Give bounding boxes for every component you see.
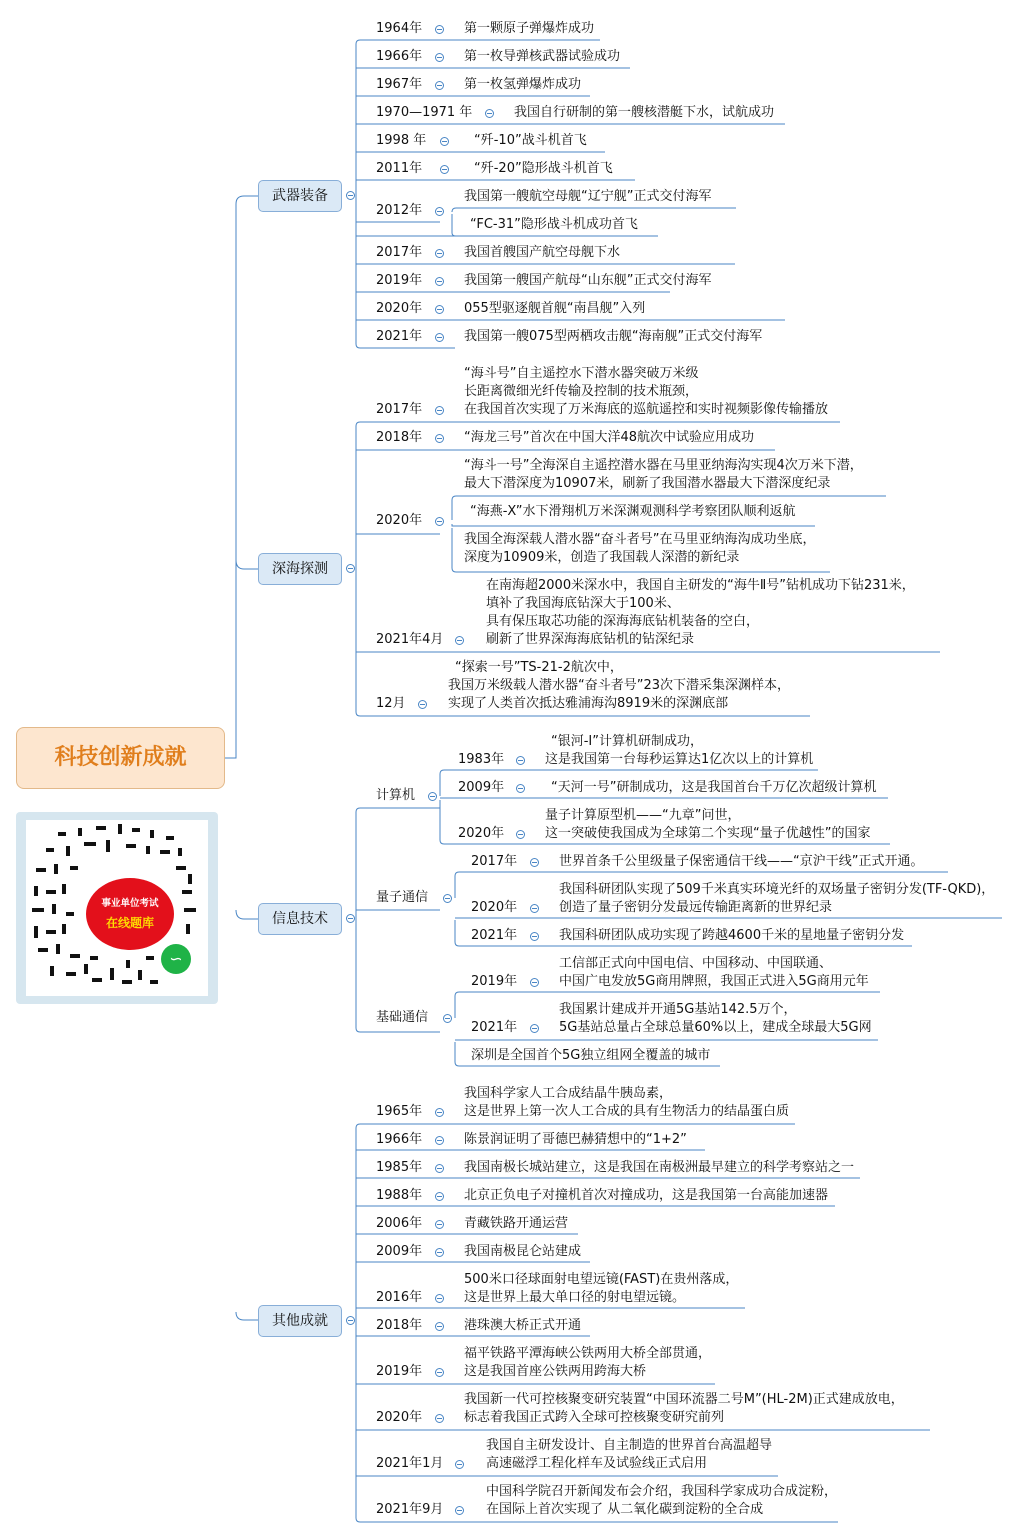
event-text[interactable]: 填补了我国海底钻深大于100米、 bbox=[486, 596, 680, 611]
event-text[interactable]: “探索一号”TS-21-2航次中， bbox=[455, 660, 623, 675]
collapse-icon[interactable] bbox=[435, 1294, 444, 1303]
event-text[interactable]: 055型驱逐舰首舰“南昌舰”入列 bbox=[464, 301, 646, 316]
year-label[interactable]: 2020年 bbox=[458, 826, 505, 841]
collapse-icon[interactable] bbox=[435, 1368, 444, 1377]
event-text[interactable]: 这是我国首座公铁两用跨海大桥 bbox=[464, 1364, 647, 1379]
qr-line2: 在线题库 bbox=[105, 916, 154, 930]
year-label[interactable]: 2018年 bbox=[376, 1318, 423, 1333]
event-text[interactable]: 我国自主研发设计、自主制造的世界首台高温超导 bbox=[486, 1438, 773, 1453]
event-text[interactable]: 陈景润证明了哥德巴赫猜想中的“1+2” bbox=[464, 1132, 687, 1147]
collapse-icon[interactable] bbox=[435, 305, 444, 314]
qr-line1: 事业单位考试 bbox=[101, 898, 159, 909]
collapse-icon[interactable] bbox=[485, 109, 494, 118]
event-text[interactable]: “海斗号”自主遥控水下潜水器突破万米级 bbox=[464, 366, 699, 381]
event-text[interactable]: 在我国首次实现了万米海底的巡航遥控和实时视频影像传输播放 bbox=[464, 402, 829, 417]
event-text[interactable]: “海斗一号”全海深自主遥控潜水器在马里亚纳海沟实现4次万米下潜， bbox=[464, 458, 863, 473]
event-text[interactable]: 我国第一艘航空母舰“辽宁舰”正式交付海军 bbox=[464, 189, 712, 204]
event-text[interactable]: “天河一号”研制成功，这是我国首台千万亿次超级计算机 bbox=[551, 780, 877, 795]
collapse-icon[interactable] bbox=[516, 784, 525, 793]
subcategory-quantum[interactable]: 量子通信 bbox=[376, 890, 429, 905]
collapse-icon[interactable] bbox=[346, 1316, 355, 1325]
year-label[interactable]: 2017年 bbox=[471, 854, 518, 869]
event-text[interactable]: 这是我国第一台每秒运算达1亿次以上的计算机 bbox=[545, 752, 814, 767]
collapse-icon[interactable] bbox=[435, 1322, 444, 1331]
year-label[interactable]: 1967年 bbox=[376, 77, 423, 92]
event-text[interactable]: 世界首条千公里级量子保密通信干线——“京沪干线”正式开通。 bbox=[559, 854, 924, 869]
collapse-icon[interactable] bbox=[440, 137, 449, 146]
year-label[interactable]: 2021年9月 bbox=[376, 1502, 444, 1517]
event-text[interactable]: 第一枚导弹核武器试验成功 bbox=[464, 49, 621, 64]
category-weapons[interactable]: 武器装备 bbox=[258, 180, 342, 212]
event-text[interactable]: 福平铁路平潭海峡公铁两用大桥全部贯通， bbox=[464, 1346, 712, 1361]
year-label[interactable]: 2019年 bbox=[376, 1364, 423, 1379]
year-label[interactable]: 2020年 bbox=[376, 513, 423, 528]
collapse-icon[interactable] bbox=[435, 1192, 444, 1201]
collapse-icon[interactable] bbox=[440, 165, 449, 174]
event-text[interactable]: 第一颗原子弹爆炸成功 bbox=[464, 21, 595, 36]
year-label[interactable]: 1966年 bbox=[376, 49, 423, 64]
year-label[interactable]: 12月 bbox=[376, 696, 406, 711]
qr-code bbox=[16, 812, 218, 1004]
event-text[interactable]: 在南海超2000米深水中，我国自主研发的“海牛Ⅱ号”钻机成功下钻231米， bbox=[486, 578, 915, 593]
year-label[interactable]: 2017年 bbox=[376, 245, 423, 260]
event-text[interactable]: 我国累计建成并开通5G基站142.5万个， bbox=[559, 1002, 797, 1017]
collapse-icon[interactable] bbox=[435, 1220, 444, 1229]
collapse-icon[interactable] bbox=[530, 904, 539, 913]
event-text[interactable]: 我国新一代可控核聚变研究装置“中国环流器二号M”(HL-2M)正式建成放电， bbox=[464, 1392, 904, 1407]
root-node[interactable]: 科技创新成就 bbox=[16, 727, 225, 789]
year-label[interactable]: 1998 年 bbox=[376, 133, 427, 148]
year-label[interactable]: 2012年 bbox=[376, 203, 423, 218]
collapse-icon[interactable] bbox=[443, 1014, 452, 1023]
event-text[interactable]: 我国科学家人工合成结晶牛胰岛素， bbox=[464, 1086, 673, 1101]
collapse-icon[interactable] bbox=[418, 700, 427, 709]
collapse-icon[interactable] bbox=[346, 914, 355, 923]
collapse-icon[interactable] bbox=[455, 636, 464, 645]
collapse-icon[interactable] bbox=[530, 932, 539, 941]
collapse-icon[interactable] bbox=[455, 1506, 464, 1515]
year-label[interactable]: 2019年 bbox=[471, 974, 518, 989]
event-text[interactable]: “FC-31”隐形战斗机成功首飞 bbox=[470, 217, 638, 232]
collapse-icon[interactable] bbox=[435, 207, 444, 216]
collapse-icon[interactable] bbox=[435, 333, 444, 342]
collapse-icon[interactable] bbox=[516, 756, 525, 765]
event-text[interactable]: 长距离微细光纤传输及控制的技术瓶颈， bbox=[464, 384, 699, 399]
collapse-icon[interactable] bbox=[346, 564, 355, 573]
event-text[interactable]: 最大下潜深度为10907米，刷新了我国潜水器最大下潜深度纪录 bbox=[464, 476, 831, 491]
year-label[interactable]: 2019年 bbox=[376, 273, 423, 288]
event-text[interactable]: 北京正负电子对撞机首次对撞成功，这是我国第一台高能加速器 bbox=[464, 1188, 829, 1203]
collapse-icon[interactable] bbox=[435, 277, 444, 286]
year-label[interactable]: 2021年 bbox=[471, 928, 518, 943]
collapse-icon[interactable] bbox=[435, 1136, 444, 1145]
year-label[interactable]: 1983年 bbox=[458, 752, 505, 767]
event-text[interactable]: 青藏铁路开通运营 bbox=[464, 1216, 569, 1231]
event-text[interactable]: 量子计算原型机——“九章”问世， bbox=[545, 808, 741, 823]
year-label[interactable]: 2009年 bbox=[458, 780, 505, 795]
collapse-icon[interactable] bbox=[435, 406, 444, 415]
collapse-icon[interactable] bbox=[435, 1414, 444, 1423]
subcategory-computer[interactable]: 计算机 bbox=[376, 788, 416, 803]
year-label[interactable]: 2017年 bbox=[376, 402, 423, 417]
year-label[interactable]: 2021年1月 bbox=[376, 1456, 444, 1471]
event-text[interactable]: 我国南极昆仑站建成 bbox=[464, 1244, 582, 1259]
year-label[interactable]: 1965年 bbox=[376, 1104, 423, 1119]
year-label[interactable]: 1966年 bbox=[376, 1132, 423, 1147]
year-label[interactable]: 2016年 bbox=[376, 1290, 423, 1305]
year-label[interactable]: 2021年 bbox=[471, 1020, 518, 1035]
event-text[interactable]: 实现了人类首次抵达雅浦海沟8919米的深渊底部 bbox=[448, 696, 729, 711]
year-label[interactable]: 2021年4月 bbox=[376, 632, 444, 647]
collapse-icon[interactable] bbox=[435, 53, 444, 62]
event-text[interactable]: 我国科研团队实现了509千米真实环境光纤的双场量子密钥分发(TF-QKD)， bbox=[559, 882, 995, 897]
event-text[interactable]: “银河-I”计算机研制成功， bbox=[551, 734, 703, 749]
collapse-icon[interactable] bbox=[435, 434, 444, 443]
event-text[interactable]: 我国第一艘075型两栖攻击舰“海南舰”正式交付海军 bbox=[464, 329, 763, 344]
collapse-icon[interactable] bbox=[428, 792, 437, 801]
event-text[interactable]: 我国第一艘国产航母“山东舰”正式交付海军 bbox=[464, 273, 712, 288]
category-it[interactable]: 信息技术 bbox=[258, 903, 342, 935]
event-text[interactable]: 具有保压取芯功能的深海海底钻机装备的空白， bbox=[486, 614, 760, 629]
event-text[interactable]: “歼-20”隐形战斗机首飞 bbox=[474, 161, 613, 176]
collapse-icon[interactable] bbox=[435, 249, 444, 258]
collapse-icon[interactable] bbox=[530, 978, 539, 987]
collapse-icon[interactable] bbox=[455, 1460, 464, 1469]
year-label[interactable]: 2006年 bbox=[376, 1216, 423, 1231]
year-label[interactable]: 2018年 bbox=[376, 430, 423, 445]
year-label[interactable]: 2020年 bbox=[376, 1410, 423, 1425]
collapse-icon[interactable] bbox=[443, 894, 452, 903]
event-text[interactable]: 刷新了世界深海海底钻机的钻深纪录 bbox=[486, 632, 695, 647]
qr-code-pattern bbox=[26, 820, 208, 996]
collapse-icon[interactable] bbox=[346, 191, 355, 200]
event-text[interactable]: 港珠澳大桥正式开通 bbox=[464, 1318, 582, 1333]
miniprogram-logo-icon: ∽ bbox=[161, 944, 191, 974]
collapse-icon[interactable] bbox=[516, 830, 525, 839]
year-label[interactable]: 2009年 bbox=[376, 1244, 423, 1259]
event-text[interactable]: 我国全海深载人潜水器“奋斗者号”在马里亚纳海沟成功坐底， bbox=[464, 532, 816, 547]
collapse-icon[interactable] bbox=[435, 25, 444, 34]
year-label[interactable]: 2020年 bbox=[376, 301, 423, 316]
year-label[interactable]: 1988年 bbox=[376, 1188, 423, 1203]
collapse-icon[interactable] bbox=[435, 81, 444, 90]
event-text[interactable]: 深度为10909米，创造了我国载人深潜的新纪录 bbox=[464, 550, 740, 565]
event-text[interactable]: 第一枚氢弹爆炸成功 bbox=[464, 77, 582, 92]
collapse-icon[interactable] bbox=[435, 517, 444, 526]
subcategory-comm[interactable]: 基础通信 bbox=[376, 1010, 429, 1025]
event-text[interactable]: 我国自行研制的第一艘核潜艇下水，试航成功 bbox=[514, 105, 775, 120]
event-text[interactable]: 创造了量子密钥分发最远传输距离新的世界纪录 bbox=[559, 900, 833, 915]
collapse-icon[interactable] bbox=[530, 858, 539, 867]
event-text[interactable]: 中国科学院召开新闻发布会介绍，我国科学家成功合成淀粉， bbox=[486, 1484, 838, 1499]
year-label[interactable]: 2021年 bbox=[376, 329, 423, 344]
qr-badge bbox=[86, 878, 174, 950]
event-text[interactable]: 高速磁浮工程化样车及试验线正式启用 bbox=[486, 1456, 708, 1471]
collapse-icon[interactable] bbox=[435, 1164, 444, 1173]
event-text[interactable]: 中国广电发放5G商用牌照，我国正式进入5G商用元年 bbox=[559, 974, 869, 989]
event-text[interactable]: 标志着我国正式跨入全球可控核聚变研究前列 bbox=[464, 1410, 725, 1425]
event-text[interactable]: “歼-10”战斗机首飞 bbox=[474, 133, 587, 148]
year-label[interactable]: 2011年 bbox=[376, 161, 423, 176]
event-text[interactable]: 在国际上首次实现了 从二氧化碳到淀粉的全合成 bbox=[486, 1502, 764, 1517]
event-text[interactable]: 工信部正式向中国电信、中国移动、中国联通、 bbox=[559, 956, 833, 971]
category-other[interactable]: 其他成就 bbox=[258, 1305, 342, 1337]
event-text[interactable]: 我国南极长城站建立，这是我国在南极洲最早建立的科学考察站之一 bbox=[464, 1160, 855, 1175]
event-text[interactable]: 500米口径球面射电望远镜(FAST)在贵州落成， bbox=[464, 1272, 739, 1287]
category-deepsea[interactable]: 深海探测 bbox=[258, 553, 342, 585]
event-text[interactable]: 这是世界上最大单口径的射电望远镜。 bbox=[464, 1290, 686, 1305]
year-label[interactable]: 2020年 bbox=[471, 900, 518, 915]
event-text[interactable]: 5G基站总量占全球总量60%以上，建成全球最大5G网 bbox=[559, 1020, 872, 1035]
event-text[interactable]: 我国万米级载人潜水器“奋斗者号”23次下潜采集深渊样本， bbox=[448, 678, 791, 693]
event-text[interactable]: 我国首艘国产航空母舰下水 bbox=[464, 245, 621, 260]
year-label[interactable]: 1970—1971 年 bbox=[376, 105, 473, 120]
event-text[interactable]: “海燕-X”水下滑翔机万米深渊观测科学考察团队顺利返航 bbox=[470, 504, 796, 519]
collapse-icon[interactable] bbox=[435, 1248, 444, 1257]
collapse-icon[interactable] bbox=[435, 1108, 444, 1117]
year-label[interactable]: 1985年 bbox=[376, 1160, 423, 1175]
year-label[interactable]: 1964年 bbox=[376, 21, 423, 36]
event-text[interactable]: 深圳是全国首个5G独立组网全覆盖的城市 bbox=[471, 1048, 711, 1063]
event-text[interactable]: 这一突破使我国成为全球第二个实现“量子优越性”的国家 bbox=[545, 826, 871, 841]
event-text[interactable]: 我国科研团队成功实现了跨越4600千米的星地量子密钥分发 bbox=[559, 928, 905, 943]
event-text[interactable]: 这是世界上第一次人工合成的具有生物活力的结晶蛋白质 bbox=[464, 1104, 790, 1119]
event-text[interactable]: “海龙三号”首次在中国大洋48航次中试验应用成功 bbox=[464, 430, 755, 445]
collapse-icon[interactable] bbox=[530, 1024, 539, 1033]
